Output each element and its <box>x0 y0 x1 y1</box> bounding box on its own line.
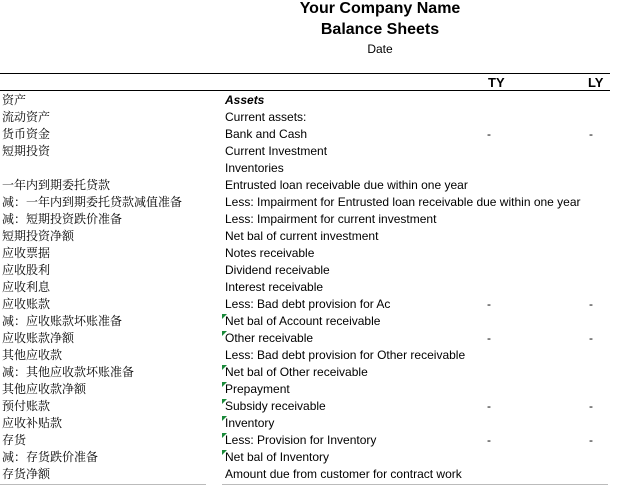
table-row <box>0 415 621 432</box>
chinese-label: 减：应收账款坏账准备 <box>2 314 123 328</box>
english-label: Current Investment <box>225 144 328 158</box>
chinese-label: 减：短期投资跌价准备 <box>2 212 123 226</box>
ty-value: - <box>487 127 491 141</box>
column-header-ty: TY <box>488 75 505 90</box>
english-label: Less: Impairment for Entrusted loan receivable due within one year <box>225 195 581 209</box>
chinese-label: 短期投资 <box>2 144 51 158</box>
chinese-label: 其他应收款 <box>2 348 63 362</box>
table-row <box>0 279 621 296</box>
ty-value: - <box>487 433 491 447</box>
english-label: Inventory <box>225 416 275 430</box>
cell-border <box>0 484 206 485</box>
table-row <box>0 432 621 449</box>
english-label: Less: Impairment for current investment <box>225 212 437 226</box>
english-label: Inventories <box>225 161 284 175</box>
ly-value: - <box>589 433 593 447</box>
ly-value: - <box>589 331 593 345</box>
chinese-label: 应收利息 <box>2 280 51 294</box>
english-label: Less: Provision for Inventory <box>225 433 377 447</box>
chinese-label: 应收票据 <box>2 246 51 260</box>
table-row <box>0 126 621 143</box>
english-label: Current assets: <box>225 110 307 124</box>
english-label: Prepayment <box>225 382 290 396</box>
chinese-label: 短期投资净额 <box>2 229 75 243</box>
table-row <box>0 449 621 466</box>
table-row <box>0 160 621 177</box>
cell-border <box>222 484 608 485</box>
english-label: Net bal of Inventory <box>225 450 330 464</box>
table-row <box>0 347 621 364</box>
ty-value: - <box>487 331 491 345</box>
chinese-label: 减：其他应收款坏账准备 <box>2 365 135 379</box>
table-row <box>0 364 621 381</box>
english-label: Less: Bad debt provision for Ac <box>225 297 391 311</box>
chinese-label: 应收账款净额 <box>2 331 75 345</box>
table-row <box>0 177 621 194</box>
company-name: Your Company Name <box>299 0 461 17</box>
ly-value: - <box>589 297 593 311</box>
chinese-label: 应收补贴款 <box>2 416 63 430</box>
table-row <box>0 109 621 126</box>
english-label: Amount due from customer for contract work <box>225 467 462 481</box>
english-label: Notes receivable <box>225 246 315 260</box>
ty-value: - <box>487 297 491 311</box>
chinese-label: 资产 <box>2 93 27 107</box>
chinese-label: 减：一年内到期委托贷款减值准备 <box>2 195 183 209</box>
chinese-label: 流动资产 <box>2 110 51 124</box>
table-row <box>0 381 621 398</box>
chinese-label: 货币资金 <box>2 127 51 141</box>
header-top-rule <box>0 73 610 74</box>
ly-value: - <box>589 399 593 413</box>
english-label: Net bal of Account receivable <box>225 314 381 328</box>
table-row <box>0 296 621 313</box>
column-header-ly: LY <box>588 75 604 90</box>
sheet-date: Date <box>367 42 393 56</box>
header-bottom-rule <box>0 90 610 91</box>
ty-value: - <box>487 399 491 413</box>
table-row <box>0 228 621 245</box>
english-label: Assets <box>225 93 265 107</box>
english-label: Dividend receivable <box>225 263 330 277</box>
english-label: Net bal of current investment <box>225 229 379 243</box>
table-row <box>0 194 621 211</box>
chinese-label: 其他应收款净额 <box>2 382 87 396</box>
english-label: Net bal of Other receivable <box>225 365 368 379</box>
table-row <box>0 313 621 330</box>
table-row <box>0 262 621 279</box>
ly-value: - <box>589 127 593 141</box>
english-label: Subsidy receivable <box>225 399 326 413</box>
table-row <box>0 245 621 262</box>
chinese-label: 预付账款 <box>2 399 51 413</box>
chinese-label: 应收账款 <box>2 297 51 311</box>
english-label: Other receivable <box>225 331 314 345</box>
table-row <box>0 398 621 415</box>
chinese-label: 存货 <box>2 433 27 447</box>
english-label: Bank and Cash <box>225 127 308 141</box>
chinese-label: 一年内到期委托贷款 <box>2 178 111 192</box>
chinese-label: 存货净额 <box>2 467 51 481</box>
english-label: Interest receivable <box>225 280 324 294</box>
chinese-label: 减：存货跌价准备 <box>2 450 99 464</box>
table-row <box>0 92 621 109</box>
sheet-title: Balance Sheets <box>320 21 440 38</box>
chinese-label: 应收股利 <box>2 263 51 277</box>
table-row <box>0 143 621 160</box>
table-row <box>0 330 621 347</box>
english-label: Less: Bad debt provision for Other receivable <box>225 348 466 362</box>
english-label: Entrusted loan receivable due within one year <box>225 178 468 192</box>
table-row <box>0 211 621 228</box>
table-row <box>0 466 621 483</box>
